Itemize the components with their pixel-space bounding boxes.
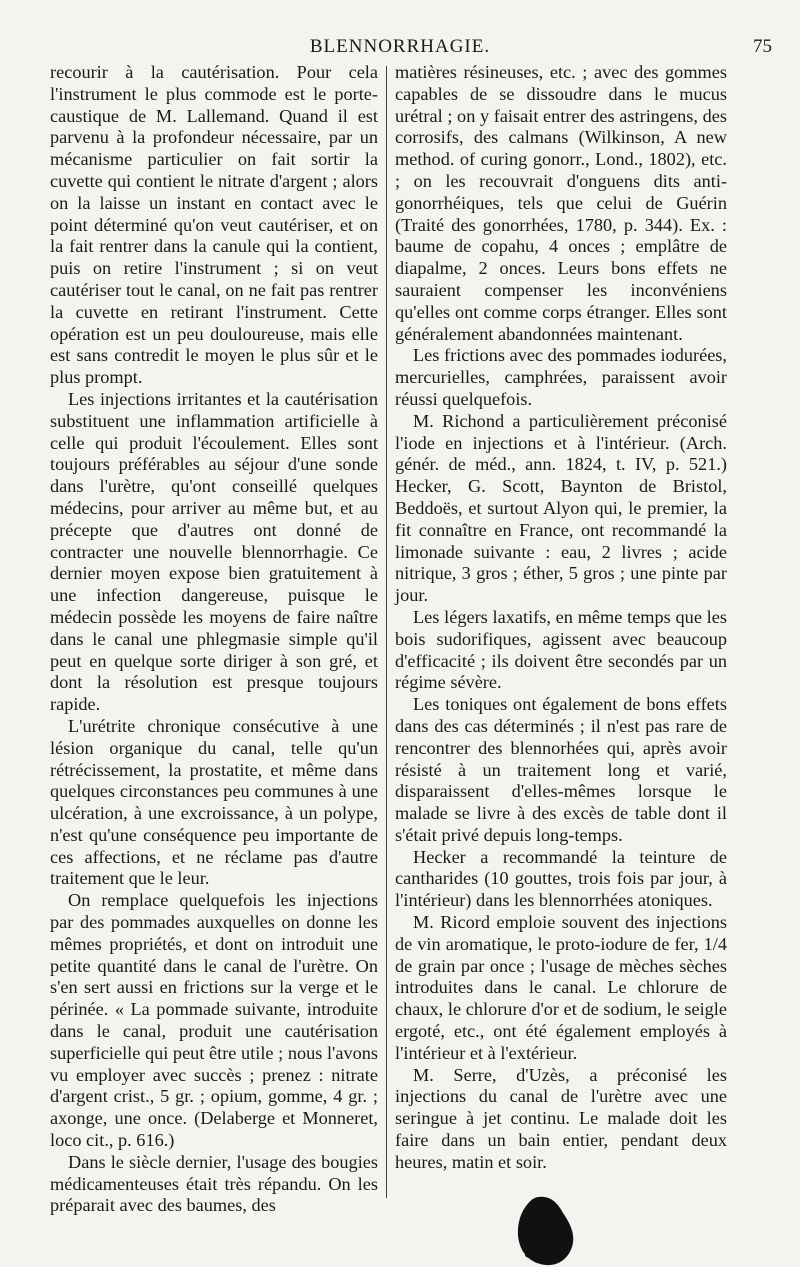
- paragraph: M. Ricord emploie souvent des injections de vin aromatique, le proto-iodure de fer, 1/4 de grain par once ; l'usage de mèches sèches introduites dans le canal. Le chlorure de chaux, le chlorure d'or et de sodium, le seigle ergoté, etc., ont été également employés à l'intérieur et à l'extérieur.: [395, 912, 727, 1063]
- paragraph: Hecker a recommandé la teinture de cantharides (10 gouttes, trois fois par jour, à l'intérieur) dans les blennorrhées atoniques.: [395, 846, 727, 911]
- right-text-column: [395, 62, 727, 1174]
- page-number: 75: [753, 36, 772, 57]
- paragraph: Les toniques ont également de bons effets dans des cas déterminés ; il n'est pas rare de rencontrer des blennorhées qui, après avoir résisté à un traitement long et varié, disparaissent d'elles-mêmes lorsque le malade se livre à des excès de table dont il s'était privé depuis long-temps.: [395, 694, 727, 845]
- ink-blot-stain: [508, 1195, 578, 1267]
- page-header: [0, 28, 800, 64]
- paragraph: Dans le siècle dernier, l'usage des bougies médicamenteuses était très répandu. On les préparait avec des baumes, des: [50, 1151, 378, 1216]
- paragraph: M. Serre, d'Uzès, a préconisé les injections du canal de l'urètre avec une seringue à jet continu. Le malade doit les faire dans un bain entier, pendant deux heures, matin et soir.: [395, 1064, 727, 1172]
- paragraph: Les injections irritantes et la cautérisation substituent une inflammation artificielle à celle qui produit l'écoulement. Elles sont toujours préférables au séjour d'une sonde dans l'urètre, qu'ont conseillé quelques médecins, pour arriver au même but, et au précepte que d'autres ont donné de contracter une nouvelle blennorrhagie. Ce dernier moyen expose bien gratuitement à une infection dangereuse, puisque le médecin possède les moyens de faire naître dans le canal une phlegmasie simple qu'il peut en quelque sorte diriger à son gré, et dont la résolution est presque toujours rapide.: [50, 388, 378, 715]
- paragraph: On remplace quelquefois les injections par des pommades auxquelles on donne les mêmes propriétés, et dont on introduit une petite quantité dans le canal de l'urètre. On s'en sert aussi en frictions sur la verge et le périnée. « La pommade suivante, introduite dans le canal, produit une cautérisation superficielle qui peut être utile ; nous l'avons vu employer avec succès ; prenez : nitrate d'argent crist., 5 gr. ; opium, gomme, 4 gr. ; axonge, une once. (Delaberge et Monneret, loco cit., p. 616.): [50, 890, 378, 1151]
- paragraph: recourir à la cautérisation. Pour cela l'instrument le plus commode est le porte-caustique de M. Lallemand. Quand il est parvenu à la profondeur nécessaire, par un mécanisme particulier on fait sortir la cuvette qui contient le nitrate d'argent ; alors on la laisse un instant en contact avec le point déterminé qu'on veut cautériser, et on la fait rentrer dans la canule qui la contient, puis on retire l'instrument ; si on veut cautériser tout le canal, on ne fait pas rentrer la cuvette en retirant l'instrument. Cette opération est un peu douloureuse, mais elle est sans contredit le moyen le plus sûr et le plus prompt.: [50, 62, 378, 388]
- paragraph: L'urétrite chronique consécutive à une lésion organique du canal, telle qu'un rétrécissement, la prostatite, et même dans quelques circonstances peu communes à une ulcération, à une excroissance, à un polype, n'est qu'une conséquence peu importante de ces affections, et ne réclame pas d'autre traitement que le leur.: [50, 715, 378, 889]
- running-title: BLENNORRHAGIE.: [309, 36, 491, 57]
- paragraph: M. Richond a particulièrement préconisé l'iode en injections et à l'intérieur. (Arch. génér. de méd., ann. 1824, t. IV, p. 521.) Hecker, G. Scott, Baynton de Bristol, Beddoës, et surtout Alyon qui, le premier, la fit connaître en France, ont recommandé la limonade suivante : eau, 2 livres ; acide nitrique, 3 gros ; éther, 5 gros ; une pinte par jour.: [395, 410, 727, 606]
- column-divider: [386, 66, 387, 1198]
- paragraph: Les légers laxatifs, en même temps que les bois sudorifiques, agissent avec beaucoup d'efficacité ; ils doivent être secondés par un régime sévère.: [395, 606, 727, 693]
- paragraph: matières résineuses, etc. ; avec des gommes capables de se dissoudre dans le mucus urétral ; on y faisait entrer des astringens, des corrosifs, des calmans (Wilkinson, A new method. of curing gonorr., Lond., 1802), etc. ; on les recouvrait d'onguens dits anti-gonorrhéiques, tels que celui de Guérin (Traité des gonorrhées, 1780, p. 344). Ex. : baume de copahu, 4 onces ; emplâtre de diapalme, 2 onces. Leurs bons effets ne sauraient compenser les inconvéniens qu'elles ont comme corps étranger. Elles sont généralement abandonnées maintenant.: [395, 62, 727, 344]
- paragraph: Les frictions avec des pommades iodurées, mercurielles, camphrées, paraissent avoir réussi quelquefois.: [395, 345, 727, 409]
- left-text-column: [50, 62, 378, 1217]
